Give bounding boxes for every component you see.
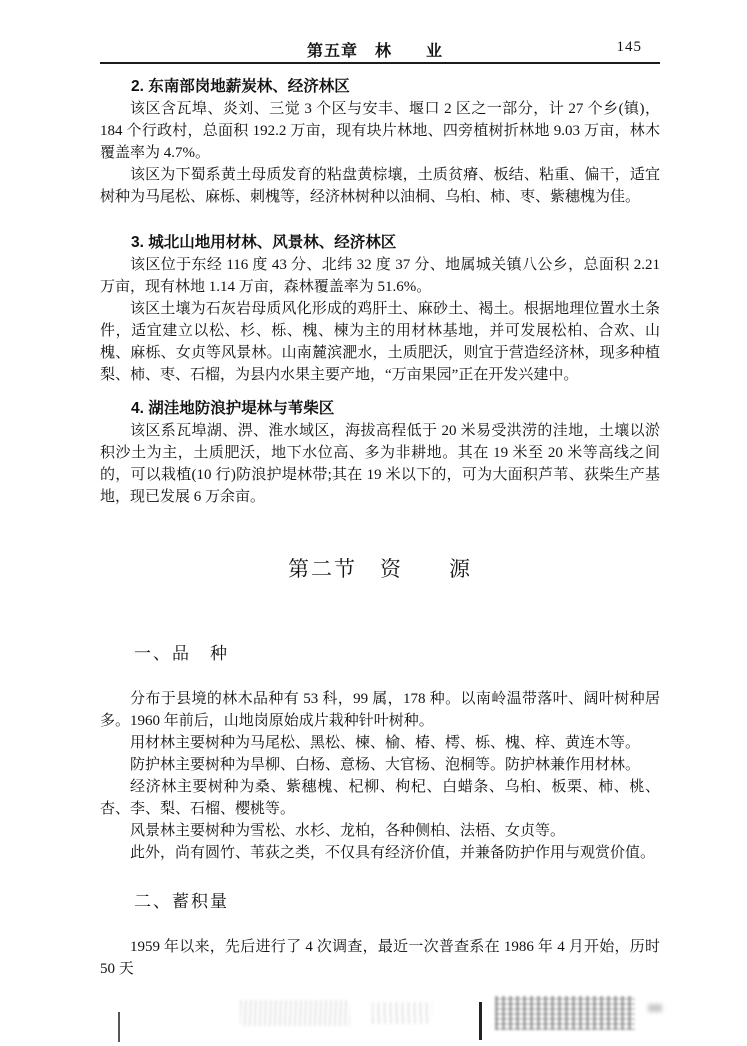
scan-artifact (479, 1002, 482, 1040)
scan-artifact (372, 1002, 432, 1024)
paragraph: 该区为下蜀系黄土母质发育的粘盘黄棕壤，土质贫瘠、板结、粘重、偏干，适宜树种为马尾松、麻栎、刺槐等，经济林树种以油桐、乌桕、柿、枣、紫穗槐为佳。 (100, 167, 660, 205)
subsection-heading-varieties: 一、品 种 (134, 644, 229, 663)
scan-artifact (648, 1004, 662, 1012)
chapter-title: 第五章 林 业 (306, 43, 443, 60)
header-rule (100, 62, 660, 64)
paragraph: 该区系瓦埠湖、淠、淮水域区，海拔高程低于 20 米易受洪涝的洼地，土壤以淤积沙土为主，土质肥沃，地下水位高、多为非耕地。其在 19 米至 20 米等高线之间的，可以栽植(10 行)防浪护堤林带;其在 19 米以下的，可为大面积芦苇、荻柴生产基地，现已发展 6 万余亩。 (100, 423, 660, 505)
district-heading-2: 2. 东南部岗地薪炭林、经济林区 (131, 78, 350, 95)
scan-artifact (495, 996, 635, 1030)
scan-artifact (240, 1000, 350, 1026)
paragraph: 用材林主要树种为马尾松、黑松、楝、榆、椿、樗、栎、槐、梓、黄连木等。 (130, 735, 641, 751)
district-heading-3: 3. 城北山地用材林、风景林、经济林区 (131, 234, 397, 251)
paragraph: 防护林主要树种为旱柳、白杨、意杨、大官杨、泡桐等。防护林兼作用材林。 (130, 757, 641, 773)
text-column (100, 76, 660, 980)
subsection-heading-stock-volume: 二、蓄积量 (134, 892, 229, 911)
paragraph: 该区含瓦埠、炎刘、三觉 3 个区与安丰、堰口 2 区之一部分，计 27 个乡(镇)，184 个行政村，总面积 192.2 万亩，现有块片林地、四旁植树折林地 9.03 万亩，林木覆盖率为 4.7%。 (100, 101, 660, 161)
scan-artifact (118, 1012, 120, 1042)
running-head (100, 38, 660, 62)
section-title: 第二节 资 源 (288, 557, 472, 581)
paragraph: 该区土壤为石灰岩母质风化形成的鸡肝土、麻砂土、褐土。根据地理位置水土条件，适宜建立以松、杉、栎、槐、楝为主的用材林基地，并可发展松柏、合欢、山槐、麻栎、女贞等风景林。山南麓滨淝水，土质肥沃，则宜于营造经济林，现多种植梨、柿、枣、石榴，为县内水果主要产地，“万亩果园”正在开发兴建中。 (100, 301, 660, 383)
page-number: 145 (616, 39, 642, 55)
paragraph: 分布于县境的林木品种有 53 科，99 属，178 种。以南岭温带落叶、阔叶树种居多。1960 年前后，山地岗原始成片栽种针叶树种。 (100, 691, 660, 729)
paragraph: 风景林主要树种为雪松、水杉、龙柏，各种侧柏、法梧、女贞等。 (130, 823, 566, 839)
paragraph: 该区位于东经 116 度 43 分、北纬 32 度 37 分、地属城关镇八公乡，总面积 2.21 万亩，现有林地 1.14 万亩，森林覆盖率为 51.6%。 (100, 257, 660, 295)
paragraph: 1959 年以来，先后进行了 4 次调查，最近一次普查系在 1986 年 4 月开始，历时 50 天 (100, 939, 660, 977)
paragraph: 此外，尚有圆竹、苇荻之类，不仅具有经济价值，并兼备防护作用与观赏价值。 (130, 845, 656, 861)
paragraph: 经济林主要树种为桑、紫穗槐、杞柳、枸杞、白蜡条、乌桕、板栗、柿、桃、杏、李、梨、石榴、樱桃等。 (100, 779, 660, 817)
district-heading-4: 4. 湖洼地防浪护堤林与苇柴区 (131, 400, 335, 417)
